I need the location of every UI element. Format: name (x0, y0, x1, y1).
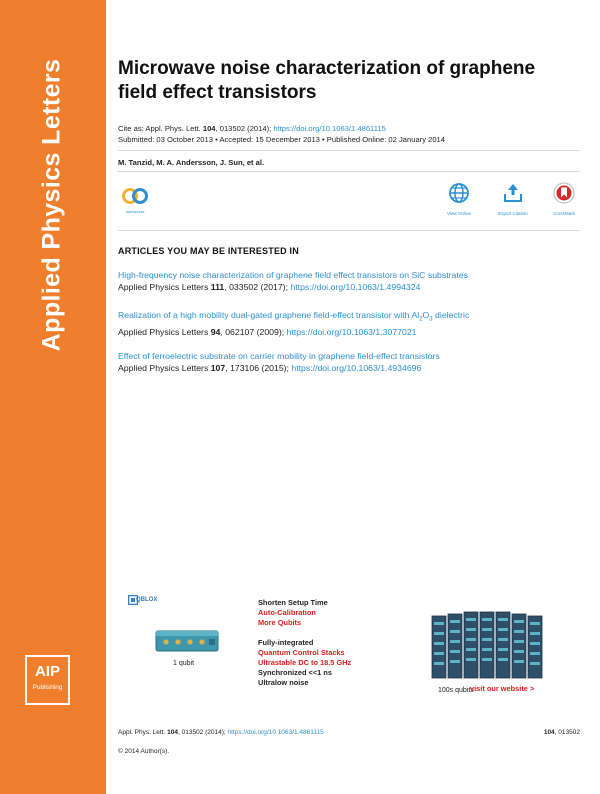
divider (118, 171, 580, 172)
divider (118, 150, 580, 151)
open-access-label: openaccess (125, 210, 145, 214)
page-footer: Appl. Phys. Lett. 104, 013502 (2014); https://doi.org/10.1063/1.4861115 104, 013502 (118, 729, 580, 736)
related-article-reference: Applied Physics Letters 107, 173106 (2015); https://doi.org/10.1063/1.4934696 (118, 363, 422, 373)
aip-logo-subtext: Publishing (32, 684, 63, 691)
article-doi-link[interactable]: https://doi.org/10.1063/1.4861115 (273, 124, 386, 133)
aip-publishing-logo[interactable] (25, 655, 70, 705)
ad-line: Ultralow noise (258, 678, 309, 687)
crossmark-label: CrossMark (553, 211, 575, 216)
related-article-title[interactable]: High-frequency noise characterization of graphene field effect transistors on SiC substrates (118, 270, 468, 280)
journal-name: Applied Physics Letters (37, 58, 66, 352)
related-article-title[interactable]: Effect of ferroelectric substrate on carrier mobility in graphene field-effect transistors (118, 351, 440, 361)
related-article-title[interactable]: Realization of a high mobility dual-gated graphene field-effect transistor with $Al_2O_3$ dielectric (118, 310, 470, 323)
journal-sidebar (0, 0, 106, 794)
divider (118, 230, 580, 231)
copyright-notice: © 2014 Author(s). (118, 748, 170, 755)
publication-dates: Submitted: 03 October 2013 • Accepted: 15 December 2013 • Published Online: 02 January 2014 (118, 134, 445, 144)
related-article (118, 309, 588, 339)
crossmark-icon (553, 182, 575, 204)
related-article (118, 350, 588, 375)
related-article-reference: Applied Physics Letters 94, 062107 (2009); https://doi.org/10.1063/1.3077021 (118, 326, 417, 337)
ad-line: Ultrastable DC to 18.5 GHz (258, 658, 352, 667)
ad-line: Quantum Control Stacks (258, 648, 345, 657)
ad-line: Fully-integrated (258, 638, 314, 647)
many-qubits-label: 100s qubits (438, 687, 474, 694)
citation-block (118, 124, 445, 145)
export-icon (502, 182, 524, 204)
authors: M. Tanzid, M. A. Andersson, J. Sun, et al. (118, 158, 265, 167)
footer-doi-link[interactable]: https://doi.org/10.1063/1.4861115 (227, 729, 324, 736)
export-citation-label: Export Citation (498, 211, 528, 216)
open-access-icon (121, 187, 149, 205)
citation-line: Cite as: Appl. Phys. Lett. 104, 013502 (2014); https://doi.org/10.1063/1.4861115 (118, 124, 386, 133)
control-module-image (154, 625, 220, 655)
footer-page-reference: 104, 013502 (543, 729, 580, 736)
ad-line: Auto-Calibration (258, 608, 316, 617)
export-citation-button[interactable] (490, 182, 536, 216)
view-online-label: View Online (447, 211, 471, 216)
ad-line: Shorten Setup Time (258, 598, 328, 607)
aip-logo-text: AIP (34, 663, 60, 680)
visit-website-link[interactable]: visit our website > (470, 684, 535, 693)
ad-line: Synchronized <<1 ns (258, 668, 332, 677)
advertisement-banner[interactable] (118, 590, 580, 700)
open-access-badge[interactable] (118, 187, 152, 214)
related-article-doi-link[interactable]: https://doi.org/10.1063/1.4934696 (291, 363, 422, 373)
article-title: Microwave noise characterization of graphene field effect transistors (118, 58, 536, 103)
related-article (118, 269, 588, 294)
related-article-doi-link[interactable]: https://doi.org/10.1063/1.4994324 (290, 282, 421, 292)
view-online-button[interactable] (436, 182, 482, 216)
ad-line: More Qubits (258, 618, 302, 627)
server-racks-image (428, 608, 558, 682)
related-articles-heading: ARTICLES YOU MAY BE INTERESTED IN (118, 246, 299, 256)
globe-icon (448, 182, 470, 204)
related-article-doi-link[interactable]: https://doi.org/10.1063/1.3077021 (286, 326, 417, 337)
single-qubit-label: 1 qubit (173, 660, 195, 667)
related-article-reference: Applied Physics Letters 111, 033502 (2017); https://doi.org/10.1063/1.4994324 (118, 282, 421, 292)
crossmark-button[interactable] (541, 182, 587, 216)
advertiser-brand: QBLOX (136, 597, 158, 603)
